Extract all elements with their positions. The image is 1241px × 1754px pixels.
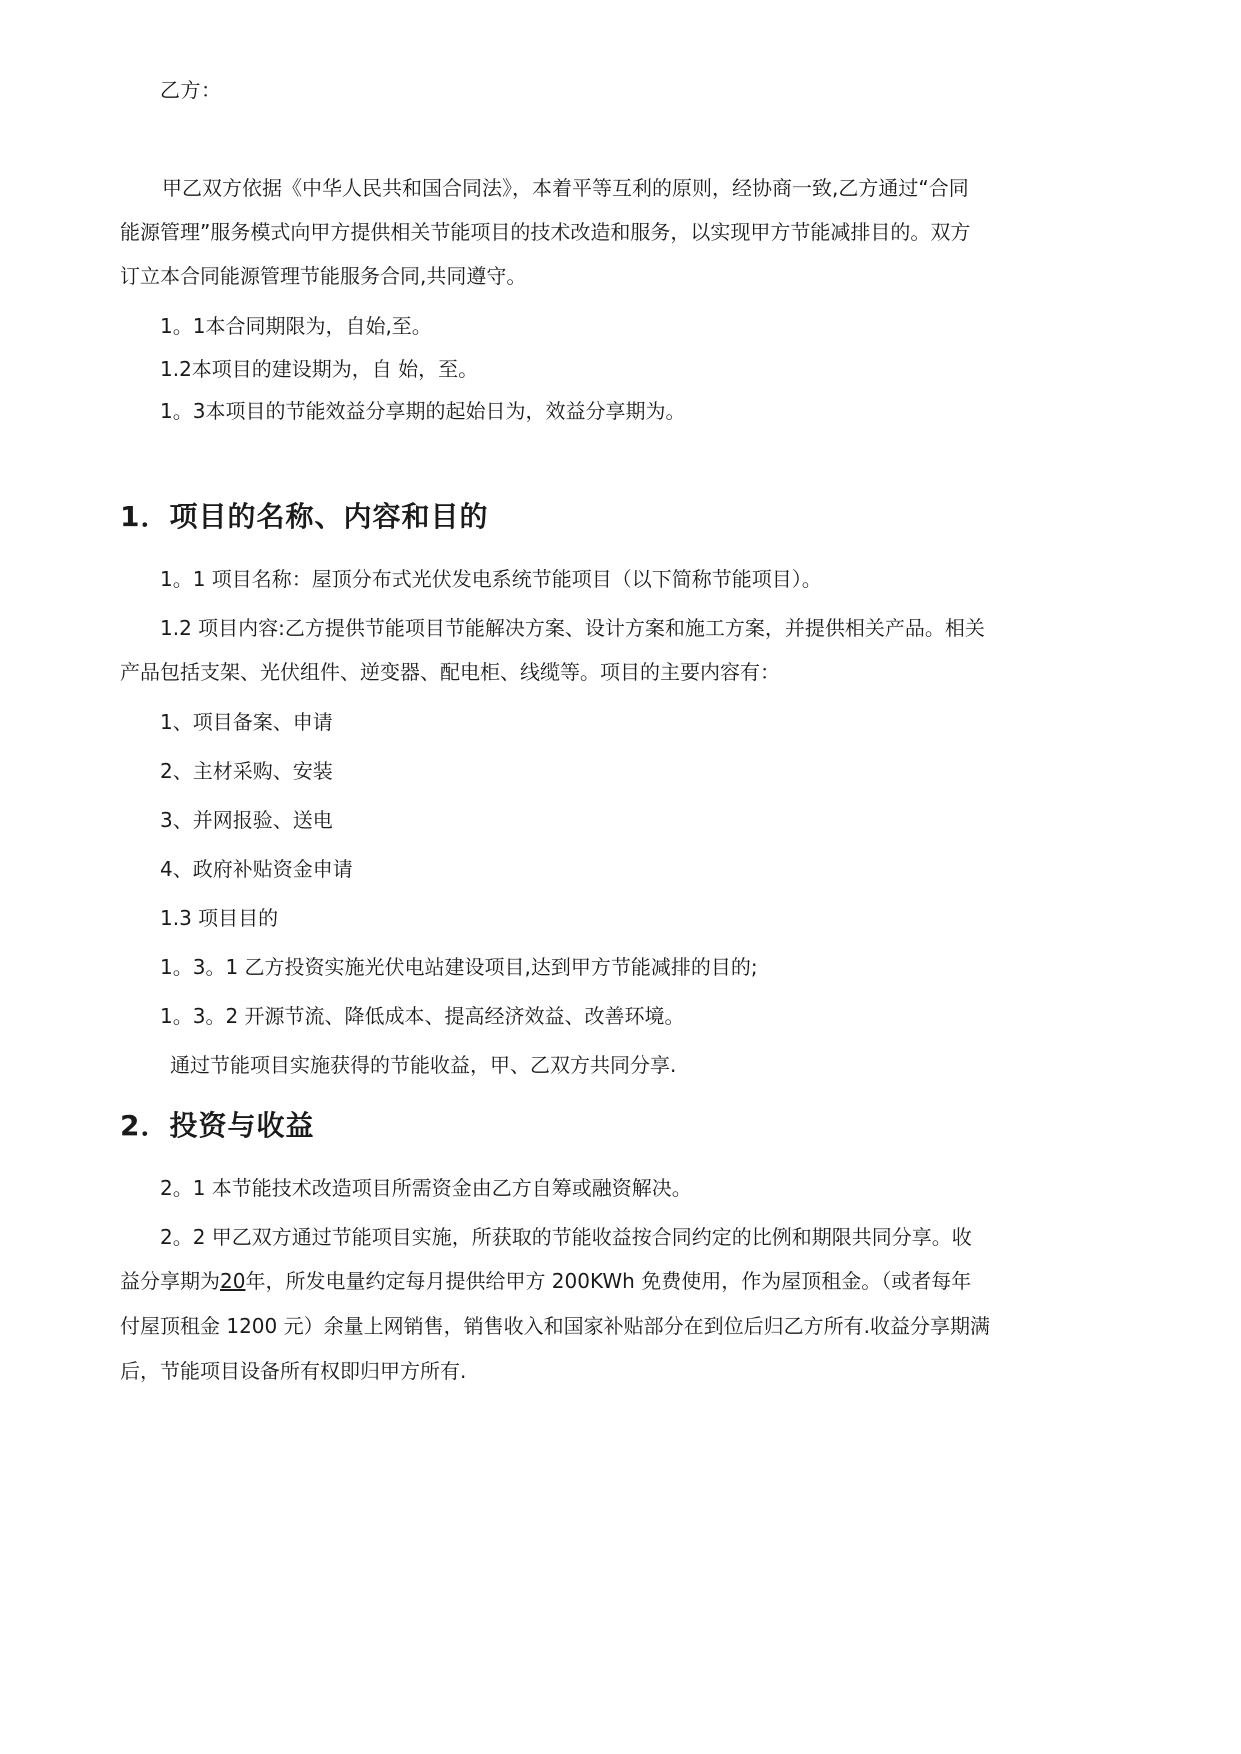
item-2-2-line-4: 后，节能项目设备所有权即归甲方所有. (120, 1359, 467, 1383)
item-1-3-2: 1。3。2 开源节流、降低成本、提高经济效益、改善环境。 (160, 1004, 685, 1028)
preamble-line-1: 甲乙双方依据《中华人民共和国合同法》，本着平等互利的原则，经协商一致,乙方通过“合同 (162, 176, 969, 200)
item-1-2-line-2: 产品包括支架、光伏组件、逆变器、配电柜、线缆等。项目的主要内容有： (120, 660, 780, 684)
preamble-line-2: 能源管理”服务模式向甲方提供相关节能项目的技术改造和服务，以实现甲方节能减排目的。双方 (120, 220, 971, 244)
item-2-1: 2。1 本节能技术改造项目所需资金由乙方自筹或融资解决。 (160, 1176, 692, 1200)
item-1-3: 1.3 项目目的 (160, 906, 279, 930)
list-item: 3、并网报验、送电 (160, 808, 333, 832)
item-2-2-line-2-suffix: 年，所发电量约定每月提供给甲方 200KWh 免费使用，作为屋顶租金。（或者每年 (245, 1269, 972, 1293)
section-1-closing: 通过节能项目实施获得的节能收益，甲、乙双方共同分享. (170, 1053, 677, 1077)
item-2-2-line-2 (120, 1269, 971, 1293)
term-1-1: 1。1本合同期限为，自始,至。 (160, 314, 432, 338)
term-1-3: 1。3本项目的节能效益分享期的起始日为，效益分享期为。 (160, 399, 686, 423)
party-b-label: 乙方： (160, 78, 222, 102)
list-item: 1、项目备案、申请 (160, 710, 333, 734)
item-2-2-line-1: 2。2 甲乙双方通过节能项目实施，所获取的节能收益按合同约定的比例和期限共同分享。收 (160, 1225, 972, 1249)
item-1-3-1: 1。3。1 乙方投资实施光伏电站建设项目,达到甲方节能减排的目的; (160, 955, 758, 979)
item-2-2-line-2-prefix: 益分享期为 (120, 1269, 220, 1293)
list-item: 4、政府补贴资金申请 (160, 857, 353, 881)
item-1-2-line-1: 1.2 项目内容:乙方提供节能项目节能解决方案、设计方案和施工方案，并提供相关产品。相关 (160, 616, 985, 640)
section-1-heading: 1．项目的名称、内容和目的 (120, 500, 489, 533)
preamble-line-3: 订立本合同能源管理节能服务合同,共同遵守。 (120, 264, 527, 288)
list-item: 2、主材采购、安装 (160, 759, 333, 783)
item-2-2-line-3: 付屋顶租金 1200 元）余量上网销售，销售收入和国家补贴部分在到位后归乙方所有.收益分享期满 (120, 1314, 990, 1338)
revenue-share-years: 20 (220, 1269, 246, 1293)
item-1-1: 1。1 项目名称：屋顶分布式光伏发电系统节能项目（以下简称节能项目）。 (160, 567, 822, 591)
section-2-heading: 2．投资与收益 (120, 1109, 315, 1142)
term-1-2: 1.2本项目的建设期为，自 始，至。 (160, 357, 479, 381)
